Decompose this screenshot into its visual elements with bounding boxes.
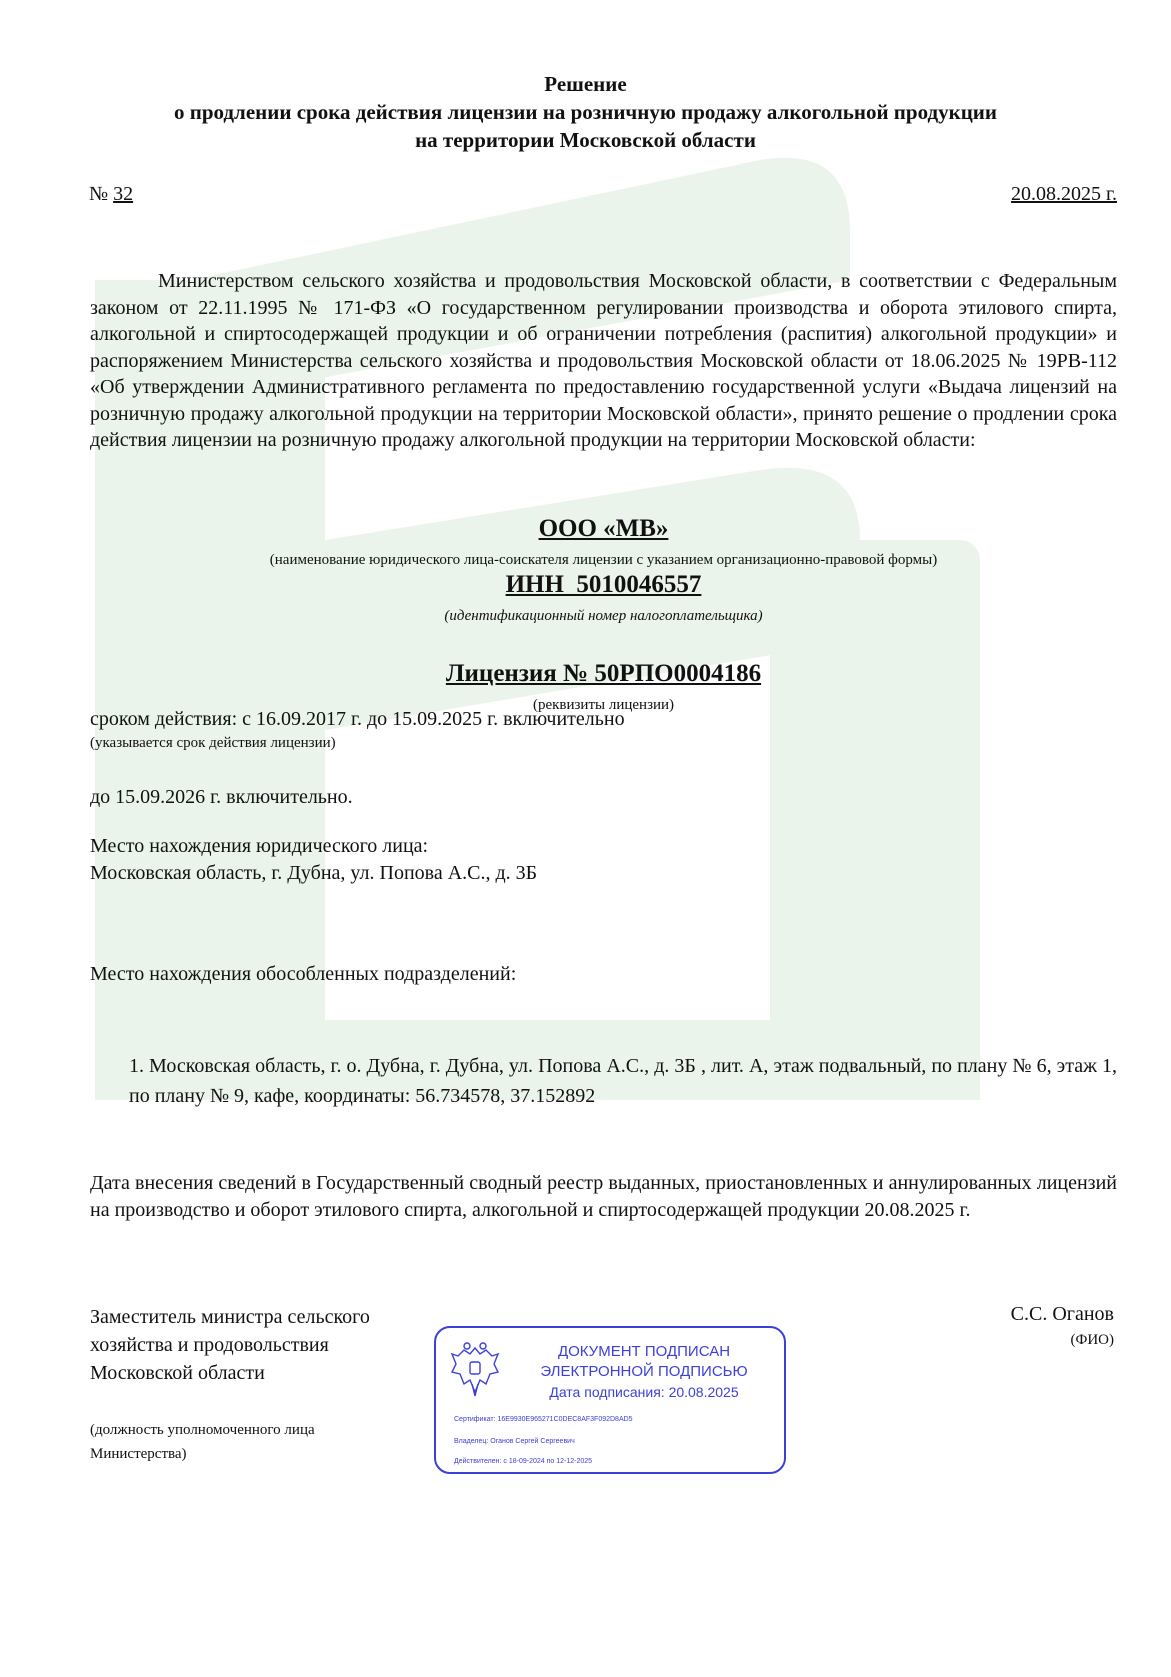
stamp-valid: Действителен: с 18-09-2024 по 12-12-2025	[454, 1458, 593, 1465]
organization-name: ООО «МВ»	[538, 515, 669, 542]
registry-paragraph: Дата внесения сведений в Государственный сводный реестр выданных, приостановленных и аннулированных лицензий на производство и оборот этилового спирта, алкогольной и спиртосодержащей продукции 20.08.2025 г.	[90, 1172, 1117, 1221]
license-title: Лицензия № 50РПО0004186	[445, 660, 762, 687]
intro-paragraph: Министерством сельского хозяйства и продовольствия Московской области, в соответствии с Федеральным законом от 22.11.1995 № 171-ФЗ «О государственном регулировании производства и оборота этилового спирта, алкогольной и спиртосодержащей продукции и об ограничении потребления (распития) алкогольной продукции» и распоряжением Министерства сельского хозяйства и продовольствия Московской области от 18.06.2025 № 19РВ-112 «Об утверждении Административного регламента по предоставлению государственной услуги «Выдача лицензий на розничную продажу алкогольной продукции на территории Московской области», принято решение о продлении срока действия лицензии на розничную продажу алкогольной продукции на территории Московской области:	[90, 270, 1117, 451]
signer-position: Заместитель министра сельского хозяйства и продовольствия Московской области	[90, 1306, 370, 1384]
title-line-1: Решение	[544, 72, 627, 96]
branch-item: 1. Московская область, г. о. Дубна, г. Дубна, ул. Попова А.С., д. 3Б , лит. А, этаж подвальный, по плану № 6, этаж 1, по плану № 9, кафе, координаты: 56.734578, 37.152892	[129, 1055, 1117, 1107]
title-line-2: о продлении срока действия лицензии на розничную продажу алкогольной продукции	[174, 100, 997, 124]
license-validity: сроком действия: с 16.09.2017 г. до 15.09.2025 г. включительно	[90, 708, 625, 730]
decision-number	[89, 183, 133, 206]
number-value: 32	[113, 183, 134, 205]
title-line-3: на территории Московской области	[415, 128, 756, 152]
license-caption: (реквизиты лицензии)	[532, 697, 675, 713]
stamp-line-2: ЭЛЕКТРОННОЙ ПОДПИСЬЮ	[540, 1363, 748, 1380]
signer-position-caption: (должность уполномоченного лица Министерства)	[90, 1422, 315, 1462]
license-validity-caption: (указывается срок действия лицензии)	[90, 735, 336, 751]
signer-name: С.С. Оганов	[1010, 1303, 1114, 1325]
branches-label: Место нахождения обособленных подразделений:	[90, 963, 517, 985]
inn-caption: (идентификационный номер налогоплательщика)	[444, 608, 763, 624]
number-prefix: №	[89, 183, 109, 205]
legal-address-value: Московская область, г. Дубна, ул. Попова А.С., д. 3Б	[90, 862, 538, 884]
electronic-signature-stamp	[434, 1326, 786, 1474]
legal-address-label: Место нахождения юридического лица:	[90, 835, 429, 857]
stamp-owner: Владелец: Оганов Сергей Сергеевич	[454, 1438, 575, 1445]
decision-date: 20.08.2025 г.	[1011, 183, 1117, 205]
extended-until: до 15.09.2026 г. включительно.	[90, 786, 353, 808]
stamp-line-1: ДОКУМЕНТ ПОДПИСАН	[557, 1343, 731, 1360]
organization-inn: ИНН 5010046557	[505, 571, 702, 598]
organization-name-caption: (наименование юридического лица-соискателя лицензии с указанием организационно-правовой формы)	[269, 552, 938, 568]
document-title	[60, 70, 1111, 154]
stamp-certificate: Сертификат: 16E9930E965271C0DEC8AF3F092D8AD5	[454, 1416, 633, 1423]
stamp-line-3: Дата подписания: 20.08.2025	[549, 1384, 739, 1400]
coat-of-arms-icon	[448, 1340, 502, 1398]
signer-name-caption: (ФИО)	[1070, 1332, 1114, 1348]
